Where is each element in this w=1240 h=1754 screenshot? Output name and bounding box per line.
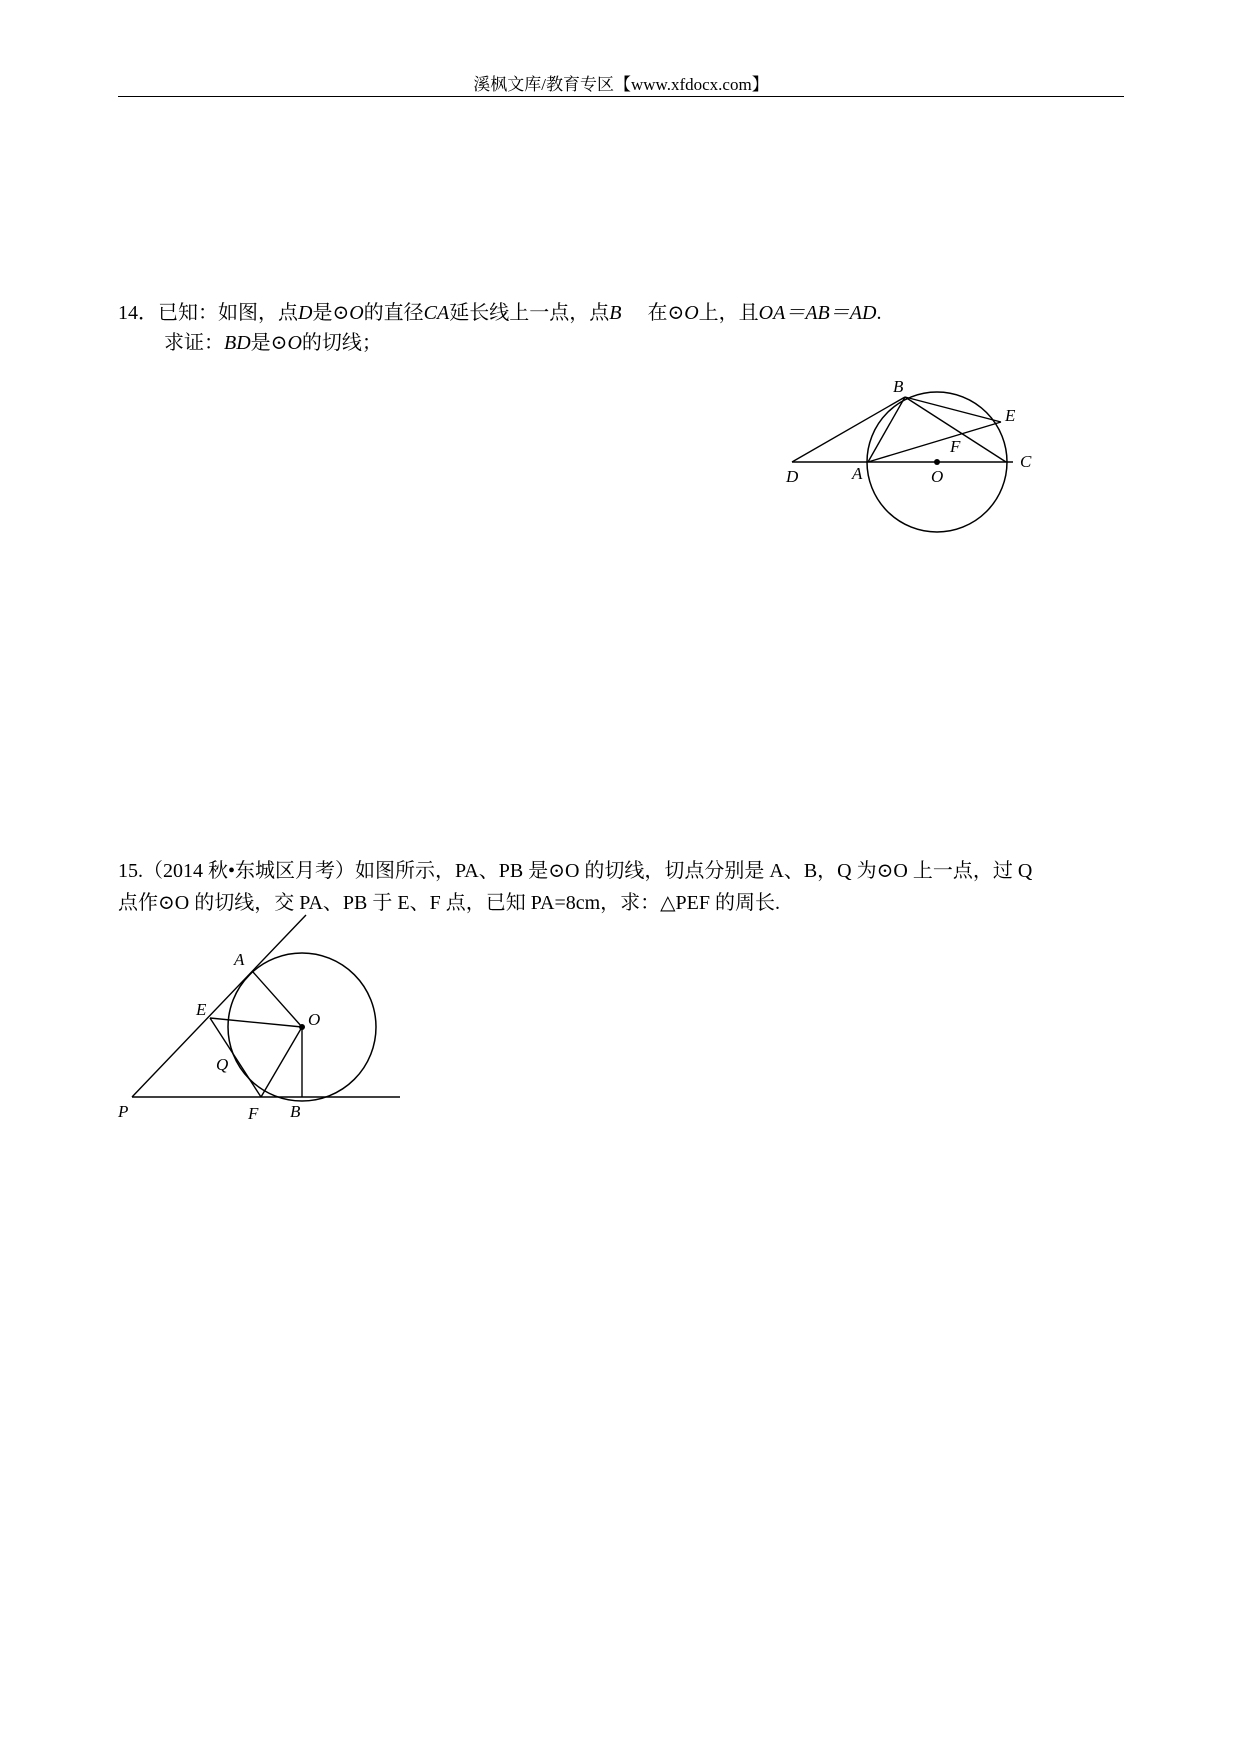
question-14-figure <box>780 370 1050 550</box>
segment-be <box>905 397 1001 422</box>
label-f: F <box>950 437 961 456</box>
question-15-figure <box>110 905 410 1130</box>
label-e: E <box>196 1000 207 1019</box>
segment-oa <box>253 972 302 1027</box>
segment-oe <box>210 1018 302 1027</box>
label-a: A <box>852 464 863 483</box>
label-c: C <box>1020 452 1032 471</box>
label-o: O <box>931 467 944 486</box>
question-14-number: 14． <box>118 302 158 324</box>
label-f: F <box>248 1104 259 1123</box>
page-header: 溪枫文库/教育专区【www.xfdocx.com】 <box>473 75 769 94</box>
header-divider <box>118 96 1124 97</box>
question-14-line-2: 求证：BD是⊙O的切线； <box>164 332 382 354</box>
label-q: Q <box>216 1055 229 1074</box>
segment-of <box>261 1027 302 1097</box>
question-14-line-1: 14．已知：如图，点D是⊙O的直径CA延长线上一点，点B 在⊙O上，且OA＝AB＝AD. <box>118 302 882 324</box>
segment-db <box>792 397 905 462</box>
label-e: E <box>1005 406 1016 425</box>
label-a: A <box>234 950 245 969</box>
question-15-line-2: 点作⊙O 的切线，交 PA、PB 于 E、F 点，已知 PA=8cm，求：△PEF 的周长. <box>118 892 781 914</box>
question-15-line-1: 15.（2014 秋•东城区月考）如图所示，PA、PB 是⊙O 的切线，切点分别是 A、B，Q 为⊙O 上一点，过 Q <box>118 860 1033 882</box>
center-point-o <box>299 1024 305 1030</box>
label-o: O <box>308 1010 321 1029</box>
label-b: B <box>290 1102 301 1121</box>
center-point-o <box>934 459 940 465</box>
label-d: D <box>786 467 799 486</box>
label-p: P <box>118 1102 129 1121</box>
label-b: B <box>893 377 904 396</box>
